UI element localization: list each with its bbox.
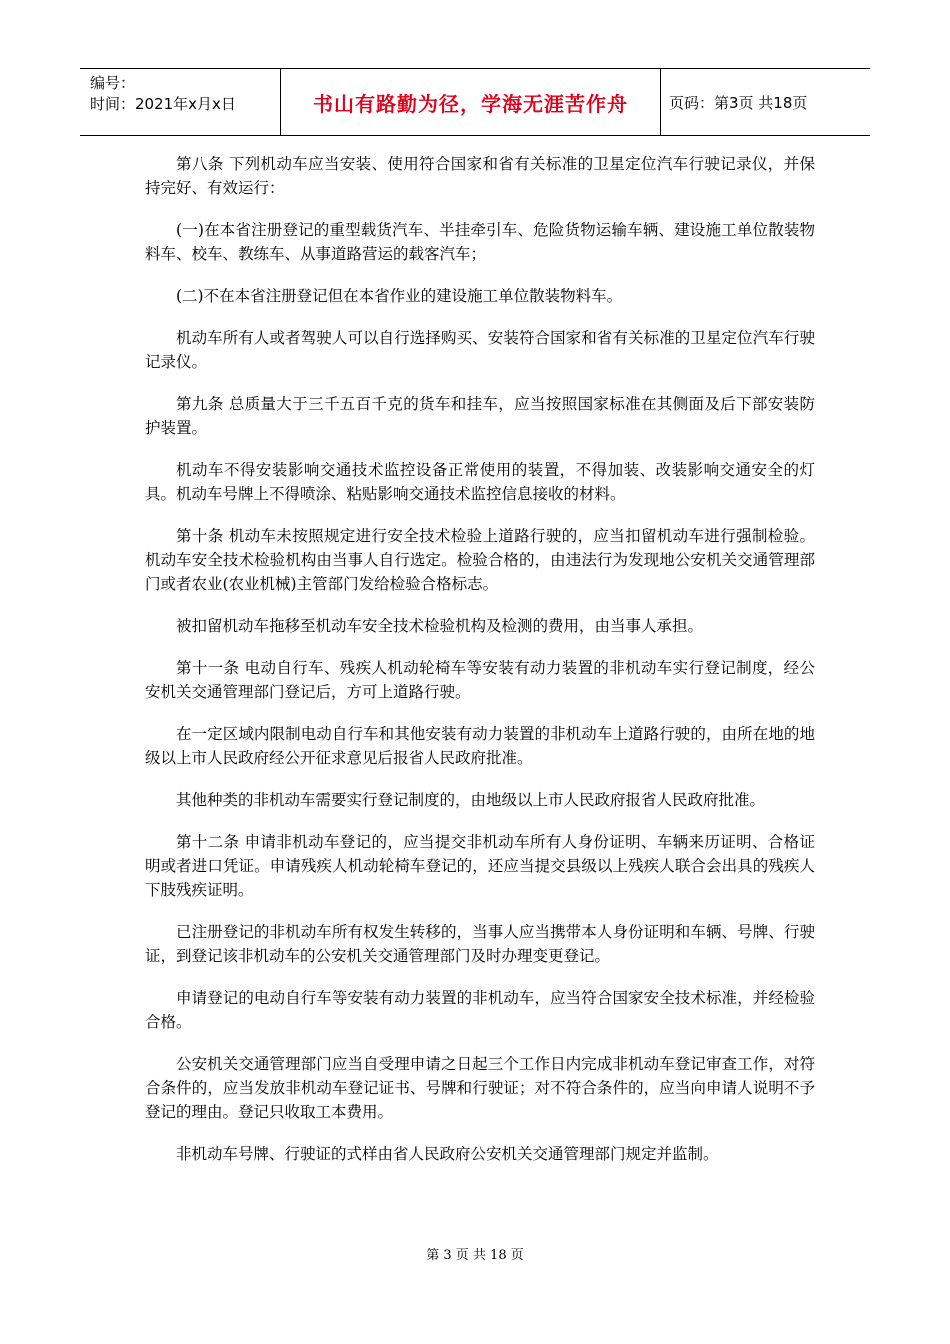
paragraph: (一)在本省注册登记的重型载货汽车、半挂牵引车、危险货物运输车辆、建设施工单位散装物料车、校车、教练车、从事道路营运的载客汽车； <box>145 221 815 263</box>
header-meta <box>80 69 281 135</box>
header-page-info: 页码：第3页 共18页 <box>669 93 808 112</box>
paragraph: 第十条 机动车未按照规定进行安全技术检验上道路行驶的，应当扣留机动车进行强制检验。机动车安全技术检验机构由当事人自行选定。检验合格的，由违法行为发现地公安机关交通管理部门或者农业(农业机械)主管部门发给检验合格标志。 <box>145 527 815 593</box>
paragraph: 被扣留机动车拖移至机动车安全技术检验机构及检测的费用，由当事人承担。 <box>176 617 704 635</box>
paragraph: 第九条 总质量大于三千五百千克的货车和挂车，应当按照国家标准在其侧面及后下部安装防护装置。 <box>145 395 815 437</box>
paragraph: 申请登记的电动自行车等安装有动力装置的非机动车，应当符合国家安全技术标准，并经检验合格。 <box>145 989 815 1031</box>
header-motto: 书山有路勤为径，学海无涯苦作舟 <box>281 69 661 135</box>
document-body <box>145 152 815 1184</box>
paragraph: 非机动车号牌、行驶证的式样由省人民政府公安机关交通管理部门规定并监制。 <box>176 1145 719 1163</box>
paragraph: 第八条 下列机动车应当安装、使用符合国家和省有关标准的卫星定位汽车行驶记录仪，并保持完好、有效运行： <box>145 155 815 197</box>
document-number-label: 编号： <box>90 74 136 92</box>
page-header <box>80 68 870 136</box>
paragraph: 公安机关交通管理部门应当自受理申请之日起三个工作日内完成非机动车登记审查工作，对符合条件的，应当发放非机动车登记证书、号牌和行驶证；对不符合条件的，应当向申请人说明不予登记的理由。登记只收取工本费用。 <box>145 1055 815 1121</box>
paragraph: (二)不在本省注册登记但在本省作业的建设施工单位散装物料车。 <box>176 287 623 305</box>
document-date-label: 时间：2021年x月x日 <box>90 95 236 113</box>
paragraph: 第十一条 电动自行车、残疾人机动轮椅车等安装有动力装置的非机动车实行登记制度，经公安机关交通管理部门登记后，方可上道路行驶。 <box>145 659 815 701</box>
paragraph: 机动车不得安装影响交通技术监控设备正常使用的装置，不得加装、改装影响交通安全的灯具。机动车号牌上不得喷涂、粘贴影响交通技术监控信息接收的材料。 <box>145 461 815 503</box>
paragraph: 机动车所有人或者驾驶人可以自行选择购买、安装符合国家和省有关标准的卫星定位汽车行驶记录仪。 <box>145 329 815 371</box>
page-footer: 第 3 页 共 18 页 <box>426 1248 524 1263</box>
paragraph: 在一定区域内限制电动自行车和其他安装有动力装置的非机动车上道路行驶的，由所在地的地级以上市人民政府经公开征求意见后报省人民政府批准。 <box>145 725 815 767</box>
paragraph: 已注册登记的非机动车所有权发生转移的，当事人应当携带本人身份证明和车辆、号牌、行驶证，到登记该非机动车的公安机关交通管理部门及时办理变更登记。 <box>145 923 815 965</box>
paragraph: 其他种类的非机动车需要实行登记制度的，由地级以上市人民政府报省人民政府批准。 <box>176 791 766 809</box>
paragraph: 第十二条 申请非机动车登记的，应当提交非机动车所有人身份证明、车辆来历证明、合格证明或者进口凭证。申请残疾人机动轮椅车登记的，还应当提交县级以上残疾人联合会出具的残疾人下肢残疾证明。 <box>145 833 815 899</box>
